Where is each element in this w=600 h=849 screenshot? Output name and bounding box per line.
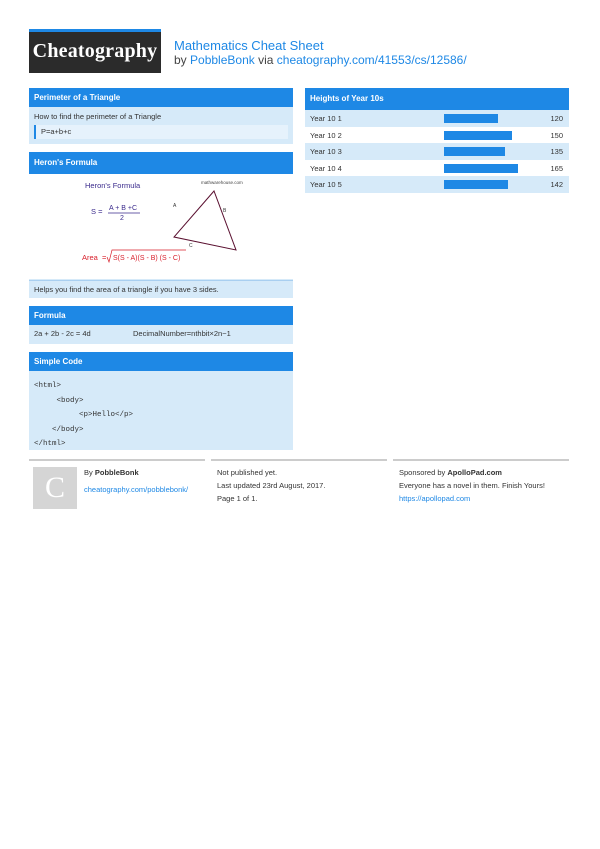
formula-col-2: DecimalNumber=nthbit×2n−1 [133, 329, 231, 338]
logo-text: Cheatography [32, 40, 158, 62]
publish-status: Not published yet. [217, 468, 278, 477]
footer-divider [393, 459, 569, 461]
code-line: <html> [34, 382, 62, 390]
avatar-letter: C [44, 471, 65, 504]
sponsored-by: Sponsored by [399, 468, 446, 477]
heron-image-title: Heron's Formula [85, 181, 141, 190]
footer-author [84, 466, 188, 496]
formula-heading: Formula [29, 306, 293, 325]
side-c-label: C [189, 243, 193, 249]
footer-divider [29, 459, 205, 461]
heights-row-label: Year 10 3 [310, 147, 342, 156]
footer-divider [211, 459, 387, 461]
heron-heading: Heron's Formula [29, 152, 293, 174]
cheatography-logo[interactable] [29, 29, 161, 73]
s-denominator: 2 [120, 215, 124, 222]
heights-row-label: Year 10 2 [310, 130, 342, 140]
byline [174, 53, 467, 67]
area-label: Area [82, 253, 98, 262]
heights-bar [444, 147, 505, 156]
heights-bar [444, 114, 498, 123]
footer-by-word: By [84, 468, 93, 477]
author-avatar[interactable] [33, 467, 77, 509]
sponsor-name[interactable]: ApolloPad.com [447, 468, 502, 477]
sheet-url-link[interactable]: cheatography.com/41553/cs/12586/ [276, 53, 467, 67]
last-updated: Last updated 23rd August, 2017. [217, 481, 326, 490]
heights-row-value: 135 [550, 147, 563, 156]
s-numerator: A + B +C [109, 205, 138, 212]
by-word: by [174, 53, 187, 67]
heron-box [29, 152, 293, 298]
heights-row-label: Year 10 4 [310, 163, 342, 173]
code-block [29, 371, 293, 458]
code-heading: Simple Code [29, 352, 293, 371]
code-line: <p>Hello</p> [34, 411, 134, 419]
heights-row-value: 165 [550, 163, 563, 173]
code-line: </html> [34, 440, 66, 448]
perimeter-text: How to find the perimeter of a Triangle [34, 112, 162, 121]
heights-table [305, 110, 569, 193]
heights-row [305, 110, 569, 127]
heights-row-value: 150 [550, 130, 563, 140]
heights-bar [444, 180, 508, 189]
area-equals: = [102, 253, 107, 262]
heights-row-label: Year 10 1 [310, 114, 342, 123]
footer-sponsor [399, 466, 545, 505]
side-a-label: A [173, 203, 177, 209]
perimeter-heading: Perimeter of a Triangle [29, 88, 293, 107]
formula-col-1: 2a + 2b - 2c = 4d [34, 329, 91, 338]
heights-row-value: 142 [550, 180, 563, 189]
footer-meta [217, 466, 325, 505]
sponsor-tagline: Everyone has a novel in them. Finish Yours! [399, 481, 545, 490]
heights-box [305, 88, 569, 192]
heights-row-value: 120 [550, 114, 563, 123]
heron-image-site: mathwarehouse.com [201, 180, 243, 185]
divider [29, 280, 293, 281]
heights-heading: Heights of Year 10s [305, 88, 569, 110]
heights-row [305, 127, 569, 144]
heights-row [305, 160, 569, 177]
side-b-label: B [223, 208, 227, 214]
heights-bar [444, 164, 518, 173]
heron-diagram [29, 174, 293, 279]
heights-row [305, 143, 569, 160]
author-link[interactable]: PobbleBonk [190, 53, 255, 67]
page-count: Page 1 of 1. [217, 494, 258, 503]
page-title[interactable]: Mathematics Cheat Sheet [174, 38, 324, 53]
code-box [29, 352, 293, 450]
perimeter-formula: P=a+b+c [34, 125, 288, 139]
formula-box [29, 306, 293, 344]
footer-author-link[interactable]: cheatography.com/pobblebonk/ [84, 485, 189, 494]
area-expression: S(S - A)(S - B) (S - C) [113, 255, 181, 262]
triangle-shape [174, 191, 236, 250]
sponsor-link[interactable]: https://apollopad.com [399, 494, 471, 503]
heights-row [305, 176, 569, 193]
s-label: S = [91, 207, 103, 216]
formula-row [29, 325, 293, 343]
code-line: <body> [34, 396, 84, 405]
heights-bar [444, 131, 512, 140]
heights-row-label: Year 10 5 [310, 180, 342, 189]
code-line: </body> [34, 425, 84, 434]
via-word: via [258, 53, 274, 67]
footer-author-name[interactable]: PobbleBonk [94, 468, 139, 477]
perimeter-box [29, 88, 293, 144]
heron-caption: Helps you find the area of a triangle if you have 3 sides. [34, 285, 219, 294]
heron-image [29, 174, 293, 279]
